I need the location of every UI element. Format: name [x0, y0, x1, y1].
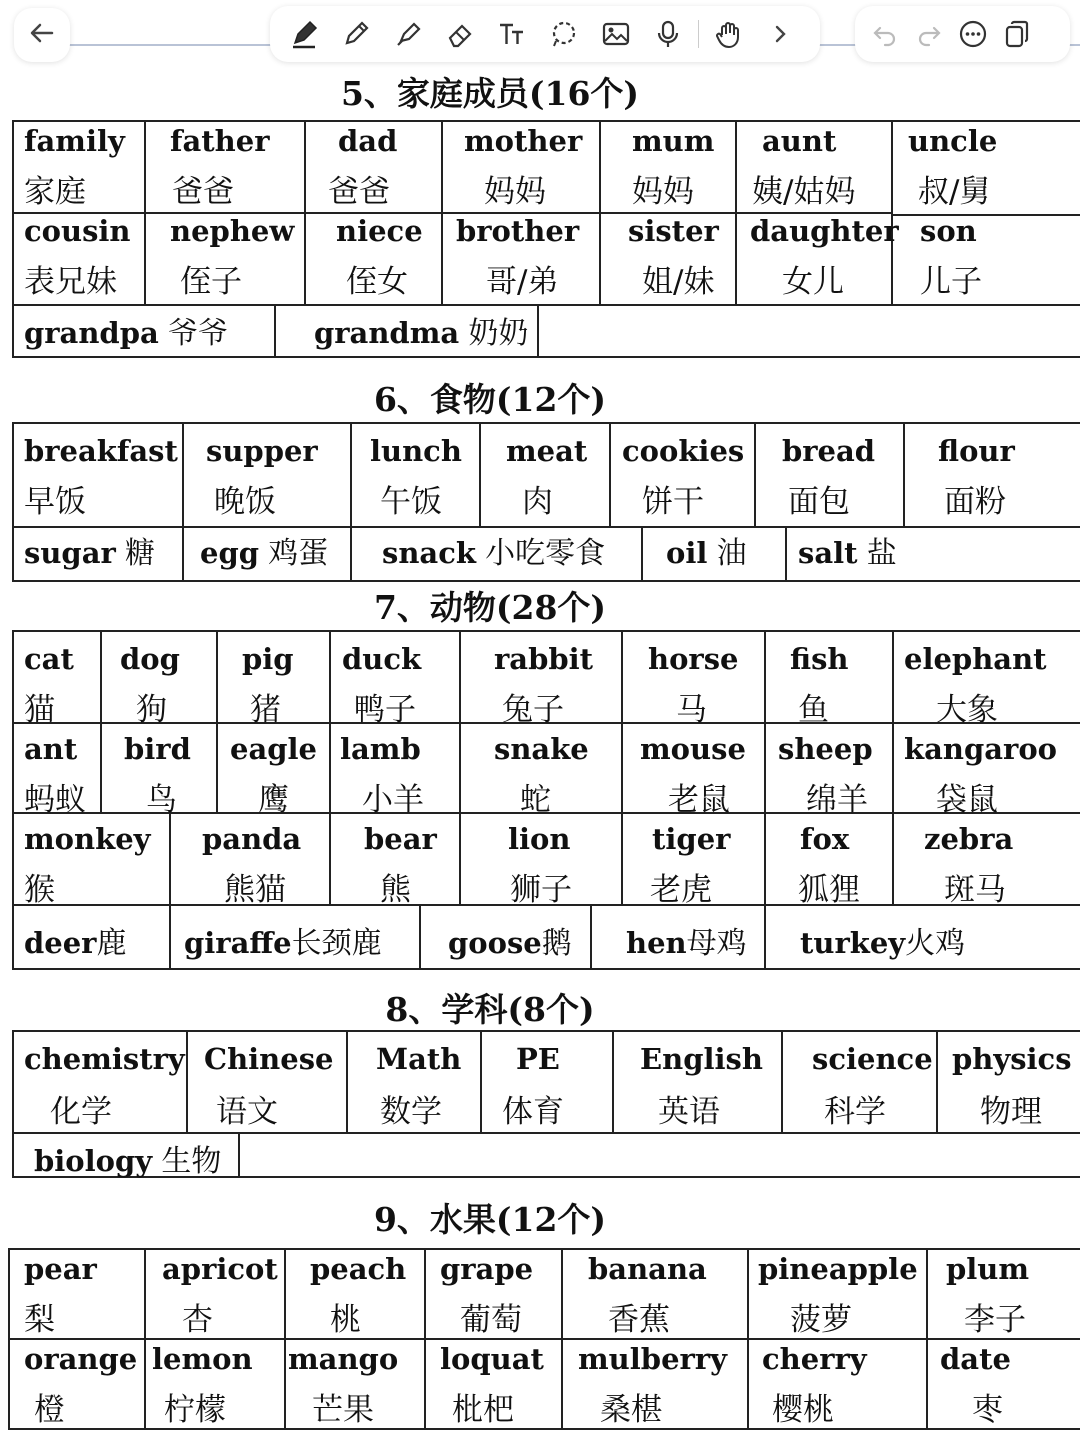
word-en: cousin: [24, 214, 131, 248]
word-en: goose: [448, 926, 542, 960]
word-en: turkey: [800, 926, 906, 960]
word-zh: 妈妈: [484, 174, 546, 210]
word-zh: 盐: [866, 536, 897, 571]
word-en: monkey: [24, 822, 151, 856]
word-en: grandpa: [24, 316, 159, 350]
word-pair: [798, 528, 897, 572]
more-icon[interactable]: [953, 14, 993, 54]
word-zh: 老鼠: [668, 782, 730, 818]
word-zh: 表兄妹: [24, 264, 117, 300]
word-en: bird: [124, 732, 191, 766]
word-en: fox: [800, 822, 850, 856]
word-en: mother: [464, 124, 583, 158]
word-en: dad: [338, 124, 398, 158]
word-en: rabbit: [494, 642, 594, 676]
word-en: Chinese: [204, 1042, 334, 1076]
word-zh: 生物: [161, 1144, 222, 1179]
word-en: deer: [24, 926, 97, 960]
word-zh: 老虎: [650, 872, 712, 908]
word-zh: 爷爷: [168, 316, 228, 351]
microphone-icon[interactable]: [648, 14, 688, 54]
word-en: lemon: [152, 1342, 253, 1376]
text-icon[interactable]: [492, 14, 532, 54]
word-zh: 早饭: [24, 484, 86, 520]
word-zh: 科学: [824, 1094, 886, 1130]
word-en: cherry: [762, 1342, 867, 1376]
word-en: plum: [946, 1252, 1030, 1286]
word-zh: 爸爸: [172, 174, 234, 210]
word-zh: 姐/妹: [642, 264, 715, 300]
word-en: fish: [790, 642, 849, 676]
word-zh: 糖: [124, 536, 155, 571]
word-zh: 鸡蛋: [268, 536, 329, 571]
word-zh: 语文: [216, 1094, 278, 1130]
word-en: lunch: [370, 434, 462, 468]
word-zh: 香蕉: [608, 1302, 670, 1338]
word-zh: 狗: [136, 692, 167, 728]
word-en: grape: [440, 1252, 534, 1286]
word-zh: 葡萄: [460, 1302, 522, 1338]
word-en: lion: [508, 822, 571, 856]
word-en: family: [24, 124, 125, 158]
word-zh: 袋鼠: [936, 782, 998, 818]
word-en: Math: [376, 1042, 462, 1076]
word-en: meat: [506, 434, 588, 468]
word-pair: [34, 1136, 221, 1180]
word-zh: 小羊: [362, 782, 424, 818]
word-zh: 枣: [972, 1392, 1003, 1428]
redo-icon[interactable]: [909, 14, 949, 54]
word-zh: 妈妈: [632, 174, 694, 210]
word-en: dog: [120, 642, 180, 676]
word-zh: 鹿: [96, 926, 127, 961]
word-zh: 侄子: [180, 264, 242, 300]
word-en: lamb: [340, 732, 421, 766]
word-en: snake: [494, 732, 589, 766]
word-en: peach: [310, 1252, 407, 1286]
word-zh: 体育: [502, 1094, 564, 1130]
word-en: niece: [336, 214, 423, 248]
word-en: bread: [782, 434, 876, 468]
word-zh: 狮子: [510, 872, 572, 908]
toolbar-separator: [698, 20, 699, 48]
word-zh: 兔子: [502, 692, 564, 728]
word-zh: 熊猫: [224, 872, 286, 908]
word-en: egg: [200, 536, 260, 570]
word-en: daughter: [750, 214, 899, 248]
word-zh: 爸爸: [328, 174, 390, 210]
word-zh: 奶奶: [468, 316, 529, 351]
pencil-icon[interactable]: [336, 14, 376, 54]
word-en: grandma: [314, 316, 460, 350]
word-en: mango: [288, 1342, 399, 1376]
pen-icon[interactable]: [284, 14, 324, 54]
arrow-left-icon[interactable]: [28, 19, 56, 51]
word-en: zebra: [924, 822, 1014, 856]
word-en: biology: [34, 1144, 153, 1178]
word-en: physics: [952, 1042, 1072, 1076]
word-zh: 鱼: [798, 692, 829, 728]
word-pair: [314, 308, 528, 352]
drawing-tools-bar: [270, 6, 820, 62]
section-title-fruits: 9、水果(12个): [373, 1200, 607, 1239]
word-en: hen: [626, 926, 687, 960]
word-en: pig: [242, 642, 294, 676]
history-tools-bar: [855, 6, 1070, 62]
eraser-icon[interactable]: [440, 14, 480, 54]
word-zh: 大象: [936, 692, 998, 728]
word-en: ant: [24, 732, 78, 766]
word-pair: [382, 528, 605, 572]
word-zh: 桃: [330, 1302, 361, 1338]
word-en: banana: [588, 1252, 707, 1286]
word-en: giraffe: [184, 926, 292, 960]
section-title-animals: 7、动物(28个): [373, 588, 607, 627]
highlighter-icon[interactable]: [388, 14, 428, 54]
word-pair: [800, 918, 965, 962]
word-en: English: [640, 1042, 763, 1076]
word-en: loquat: [440, 1342, 544, 1376]
word-zh: 长颈鹿: [291, 926, 382, 961]
word-zh: 枇杷: [452, 1392, 514, 1428]
word-en: flour: [938, 434, 1015, 468]
word-en: brother: [456, 214, 580, 248]
word-en: mulberry: [578, 1342, 727, 1376]
word-en: father: [170, 124, 270, 158]
word-zh: 侄女: [346, 264, 408, 300]
word-en: pineapple: [758, 1252, 918, 1286]
word-zh: 菠萝: [790, 1302, 852, 1338]
word-zh: 油: [716, 536, 747, 571]
word-zh: 梨: [24, 1302, 55, 1338]
word-zh: 晚饭: [214, 484, 276, 520]
word-en: duck: [342, 642, 422, 676]
word-en: sheep: [778, 732, 873, 766]
word-pair: [24, 308, 228, 352]
word-zh: 芒果: [312, 1392, 374, 1428]
word-zh: 橙: [34, 1392, 65, 1428]
word-zh: 家庭: [24, 174, 86, 210]
word-en: PE: [516, 1042, 560, 1076]
word-pair: [24, 528, 155, 572]
word-zh: 熊: [380, 872, 411, 908]
back-button-pill[interactable]: [14, 8, 70, 62]
word-zh: 鹰: [258, 782, 289, 818]
word-en: son: [920, 214, 977, 248]
word-en: nephew: [170, 214, 295, 248]
word-en: panda: [202, 822, 302, 856]
image-icon[interactable]: [596, 14, 636, 54]
word-zh: 柠檬: [164, 1392, 226, 1428]
word-zh: 母鸡: [686, 926, 747, 961]
word-zh: 化学: [50, 1094, 112, 1130]
word-en: mouse: [640, 732, 746, 766]
word-zh: 鸭子: [354, 692, 416, 728]
word-pair: [666, 528, 747, 572]
word-en: uncle: [908, 124, 998, 158]
word-zh: 樱桃: [772, 1392, 834, 1428]
word-zh: 猫: [24, 692, 55, 728]
word-zh: 蚂蚁: [24, 782, 86, 818]
undo-icon[interactable]: [865, 14, 905, 54]
word-en: tiger: [652, 822, 731, 856]
word-en: pear: [24, 1252, 97, 1286]
word-zh: 鹅: [541, 926, 572, 961]
word-en: elephant: [904, 642, 1047, 676]
word-en: orange: [24, 1342, 138, 1376]
word-zh: 英语: [658, 1094, 720, 1130]
word-zh: 儿子: [920, 264, 982, 300]
word-zh: 叔/舅: [918, 174, 991, 210]
word-en: cat: [24, 642, 74, 676]
word-zh: 姨/姑妈: [752, 174, 856, 210]
word-en: sugar: [24, 536, 116, 570]
word-en: apricot: [162, 1252, 278, 1286]
section-title-family: 5、家庭成员(16个): [340, 74, 640, 113]
word-en: mum: [632, 124, 715, 158]
word-en: sister: [628, 214, 719, 248]
word-zh: 数学: [380, 1094, 442, 1130]
word-zh: 杏: [182, 1302, 213, 1338]
word-zh: 饼干: [642, 484, 704, 520]
word-en: salt: [798, 536, 858, 570]
word-en: snack: [382, 536, 476, 570]
word-zh: 女儿: [782, 264, 844, 300]
word-en: breakfast: [24, 434, 178, 468]
word-zh: 小吃零食: [485, 536, 606, 571]
lasso-icon[interactable]: [544, 14, 584, 54]
word-zh: 肉: [522, 484, 553, 520]
word-en: cookies: [622, 434, 745, 468]
word-zh: 猪: [250, 692, 281, 728]
word-en: aunt: [762, 124, 837, 158]
word-zh: 绵羊: [806, 782, 868, 818]
word-zh: 蛇: [520, 782, 551, 818]
word-en: supper: [206, 434, 318, 468]
word-en: date: [940, 1342, 1011, 1376]
word-en: kangaroo: [904, 732, 1058, 766]
word-zh: 午饭: [380, 484, 442, 520]
word-zh: 物理: [980, 1094, 1042, 1130]
word-pair: [200, 528, 328, 572]
pages-icon[interactable]: [997, 14, 1037, 54]
word-zh: 李子: [964, 1302, 1026, 1338]
word-en: chemistry: [24, 1042, 185, 1076]
word-zh: 狐狸: [798, 872, 860, 908]
hand-icon[interactable]: [709, 14, 749, 54]
section-title-food: 6、食物(12个): [373, 380, 607, 419]
word-zh: 鸟: [146, 782, 177, 818]
chevron-right-icon[interactable]: [761, 14, 801, 54]
word-zh: 斑马: [944, 872, 1006, 908]
word-pair: [626, 918, 747, 962]
word-zh: 猴: [24, 872, 55, 908]
word-en: oil: [666, 536, 708, 570]
word-zh: 马: [676, 692, 707, 728]
word-pair: [24, 918, 126, 962]
word-zh: 面粉: [944, 484, 1006, 520]
word-zh: 火鸡: [905, 926, 966, 961]
word-en: eagle: [230, 732, 317, 766]
word-en: horse: [648, 642, 739, 676]
word-pair: [448, 918, 572, 962]
word-zh: 面包: [788, 484, 850, 520]
word-zh: 桑椹: [600, 1392, 662, 1428]
word-en: bear: [364, 822, 437, 856]
word-zh: 哥/弟: [486, 264, 559, 300]
word-pair: [184, 918, 382, 962]
word-en: science: [812, 1042, 933, 1076]
section-title-subjects: 8、学科(8个): [385, 990, 595, 1029]
